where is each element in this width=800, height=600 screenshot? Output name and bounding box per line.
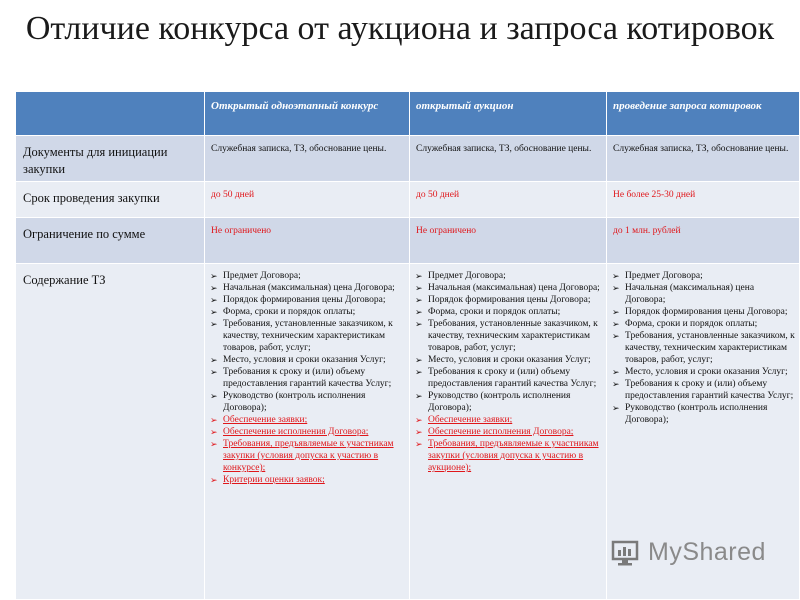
list-item (210, 282, 405, 294)
list-item-highlighted (210, 474, 405, 486)
arrow-bullet-icon: ➢ (612, 283, 620, 293)
list-item (415, 318, 602, 354)
table-header-row (16, 92, 800, 136)
table-cell: Служебная записка, ТЗ, обоснование цены. (607, 136, 800, 182)
requirements-list (612, 270, 795, 426)
myshared-logo-icon (610, 538, 642, 568)
arrow-bullet-icon: ➢ (612, 307, 620, 317)
row-label: Документы для инициации закупки (16, 136, 205, 182)
table-row (16, 136, 800, 182)
table-row (16, 218, 800, 264)
arrow-bullet-icon: ➢ (210, 271, 218, 281)
arrow-bullet-icon: ➢ (415, 271, 423, 281)
list-item-text: Форма, сроки и порядок оплаты; (428, 307, 561, 317)
arrow-bullet-icon: ➢ (415, 319, 423, 329)
list-item-text: Обеспечение заявки; (428, 415, 513, 425)
list-item (612, 330, 795, 366)
list-item-text: Требования, предъявляемые к участникам закупки (условия допуска к участию в аукционе); (428, 439, 599, 473)
comparison-table (15, 91, 800, 600)
list-item-text: Требования, установленные заказчиком, к качеству, техническим характеристикам товаров, работ, услуг; (625, 331, 795, 365)
table-cell: до 1 млн. рублей (607, 218, 800, 264)
list-item (415, 306, 602, 318)
requirements-list (415, 270, 602, 474)
list-item-highlighted (210, 414, 405, 426)
table-cell (410, 264, 607, 600)
list-item-text: Обеспечение заявки; (223, 415, 308, 425)
table-cell: Служебная записка, ТЗ, обоснование цены. (410, 136, 607, 182)
list-item-text: Место, условия и сроки оказания Услуг; (223, 355, 386, 365)
arrow-bullet-icon: ➢ (210, 295, 218, 305)
arrow-bullet-icon: ➢ (210, 367, 218, 377)
list-item (415, 390, 602, 414)
list-item-highlighted (415, 438, 602, 474)
list-item-text: Требования, установленные заказчиком, к качеству, техническим характеристикам товаров, работ, услуг; (223, 319, 393, 353)
list-item-text: Предмет Договора; (223, 271, 301, 281)
list-item-text: Требования, установленные заказчиком, к качеству, техническим характеристикам товаров, работ, услуг; (428, 319, 598, 353)
list-item (612, 306, 795, 318)
table-cell: Служебная записка, ТЗ, обоснование цены. (205, 136, 410, 182)
list-item-text: Начальная (максимальная) цена Договора; (223, 283, 395, 293)
list-item-text: Критерии оценки заявок; (223, 475, 325, 485)
row-label: Ограничение по сумме (16, 218, 205, 264)
arrow-bullet-icon: ➢ (612, 379, 620, 389)
list-item-text: Порядок формирования цены Договора; (428, 295, 591, 305)
arrow-bullet-icon: ➢ (612, 331, 620, 341)
arrow-bullet-icon: ➢ (210, 283, 218, 293)
table-cell: Не ограничено (205, 218, 410, 264)
arrow-bullet-icon: ➢ (210, 475, 218, 485)
list-item-text: Форма, сроки и порядок оплаты; (223, 307, 356, 317)
table-cell: до 50 дней (205, 182, 410, 218)
table-row (16, 182, 800, 218)
list-item (612, 282, 795, 306)
arrow-bullet-icon: ➢ (612, 367, 620, 377)
list-item (415, 294, 602, 306)
list-item-text: Требования к сроку и (или) объему предоставления гарантий качества Услуг; (428, 367, 597, 389)
arrow-bullet-icon: ➢ (612, 319, 620, 329)
list-item (612, 318, 795, 330)
list-item-text: Порядок формирования цены Договора; (625, 307, 788, 317)
arrow-bullet-icon: ➢ (210, 415, 218, 425)
list-item-highlighted (210, 438, 405, 474)
list-item-text: Начальная (максимальная) цена Договора; (428, 283, 600, 293)
list-item (210, 366, 405, 390)
arrow-bullet-icon: ➢ (415, 367, 423, 377)
list-item (612, 270, 795, 282)
arrow-bullet-icon: ➢ (210, 307, 218, 317)
list-item-text: Обеспечение исполнения Договора; (428, 427, 574, 437)
list-item (415, 270, 602, 282)
table-cell (205, 264, 410, 600)
arrow-bullet-icon: ➢ (612, 271, 620, 281)
arrow-bullet-icon: ➢ (210, 439, 218, 449)
arrow-bullet-icon: ➢ (415, 295, 423, 305)
table-cell: до 50 дней (410, 182, 607, 218)
row-label: Срок проведения закупки (16, 182, 205, 218)
arrow-bullet-icon: ➢ (415, 391, 423, 401)
arrow-bullet-icon: ➢ (210, 319, 218, 329)
list-item (210, 306, 405, 318)
header-contest: Открытый одноэтапный конкурс (205, 92, 410, 136)
myshared-brand-text: MyShared (648, 538, 766, 566)
table-cell: Не более 25-30 дней (607, 182, 800, 218)
list-item (415, 354, 602, 366)
list-item (210, 294, 405, 306)
list-item-text: Предмет Договора; (428, 271, 506, 281)
list-item (415, 282, 602, 294)
list-item-text: Обеспечение исполнения Договора; (223, 427, 369, 437)
list-item-text: Требования, предъявляемые к участникам закупки (условия допуска к участию в конкурсе); (223, 439, 394, 473)
list-item (210, 270, 405, 282)
arrow-bullet-icon: ➢ (210, 355, 218, 365)
arrow-bullet-icon: ➢ (415, 355, 423, 365)
arrow-bullet-icon: ➢ (210, 391, 218, 401)
list-item-text: Предмет Договора; (625, 271, 703, 281)
header-empty-cell (16, 92, 205, 136)
list-item-text: Начальная (максимальная) цена Договора; (625, 283, 755, 305)
list-item (210, 390, 405, 414)
list-item-text: Требования к сроку и (или) объему предоставления гарантий качества Услуг; (625, 379, 794, 401)
list-item (210, 354, 405, 366)
arrow-bullet-icon: ➢ (415, 415, 423, 425)
list-item-text: Руководство (контроль исполнения Договора); (428, 391, 571, 413)
list-item (612, 402, 795, 426)
list-item-text: Форма, сроки и порядок оплаты; (625, 319, 758, 329)
page-title: Отличие конкурса от аукциона и запроса котировок (25, 10, 775, 47)
list-item-text: Порядок формирования цены Договора; (223, 295, 386, 305)
arrow-bullet-icon: ➢ (210, 427, 218, 437)
list-item (612, 366, 795, 378)
arrow-bullet-icon: ➢ (415, 439, 423, 449)
row-label: Содержание ТЗ (16, 264, 205, 600)
header-quotation: проведение запроса котировок (607, 92, 800, 136)
list-item-text: Руководство (контроль исполнения Договора); (223, 391, 366, 413)
table-cell: Не ограничено (410, 218, 607, 264)
list-item (612, 378, 795, 402)
list-item-highlighted (415, 426, 602, 438)
list-item (415, 366, 602, 390)
myshared-watermark (610, 536, 770, 572)
list-item-text: Руководство (контроль исполнения Договора); (625, 403, 768, 425)
list-item-highlighted (415, 414, 602, 426)
arrow-bullet-icon: ➢ (612, 403, 620, 413)
list-item-text: Место, условия и сроки оказания Услуг; (428, 355, 591, 365)
list-item (210, 318, 405, 354)
arrow-bullet-icon: ➢ (415, 283, 423, 293)
requirements-list (210, 270, 405, 486)
list-item-highlighted (210, 426, 405, 438)
header-auction: открытый аукцион (410, 92, 607, 136)
arrow-bullet-icon: ➢ (415, 427, 423, 437)
list-item-text: Требования к сроку и (или) объему предоставления гарантий качества Услуг; (223, 367, 392, 389)
arrow-bullet-icon: ➢ (415, 307, 423, 317)
list-item-text: Место, условия и сроки оказания Услуг; (625, 367, 788, 377)
